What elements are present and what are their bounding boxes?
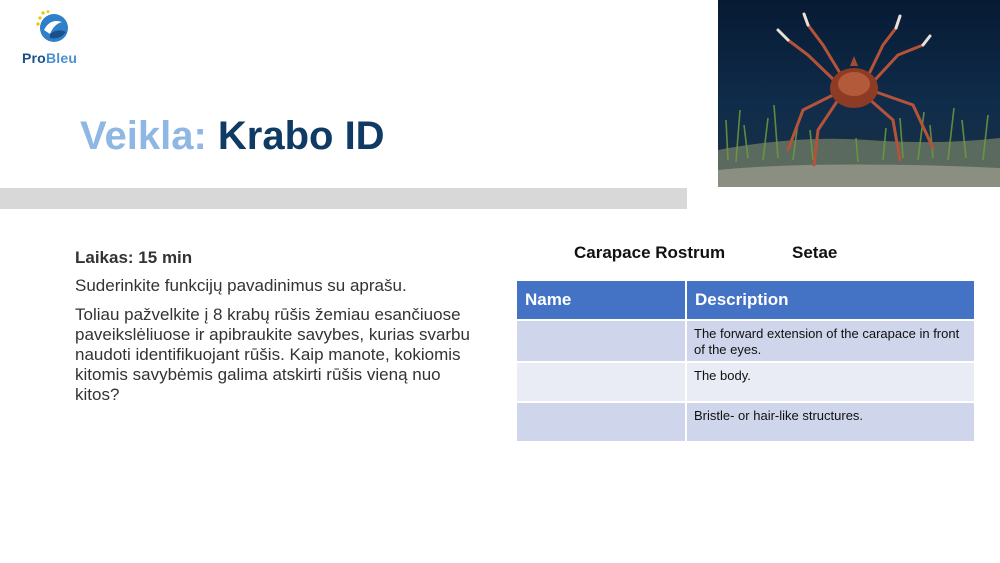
term-setae[interactable]: Setae: [792, 243, 838, 262]
table-row: [517, 320, 975, 362]
description-cell: The forward extension of the carapace in front of the eyes.: [686, 320, 975, 362]
instructions: [75, 248, 470, 414]
description-cell: Bristle- or hair-like structures.: [686, 402, 975, 442]
name-cell[interactable]: [517, 402, 686, 442]
time-label: Laikas: 15 min: [75, 248, 193, 267]
table-row: [517, 402, 975, 442]
title-main: Krabo ID: [217, 114, 385, 158]
logo-text: ProBleu: [22, 50, 78, 66]
instruction-paragraph-2: Toliau pažvelkite į 8 krabų rūšis žemiau esančiuose paveikslėliuose ir apibraukite savybes, kurias svarbu naudoti identifikuojant rūšis. Kaip manote, kokiomis kitomis savybėmis galima atskirti rūšis vieną nuo kitos?: [75, 305, 470, 404]
table-row: [517, 362, 975, 402]
description-cell: The body.: [686, 362, 975, 402]
header-description: Description: [686, 281, 975, 320]
probleu-logo: [18, 8, 88, 68]
header-name: Name: [517, 281, 686, 320]
table-header-row: [517, 281, 975, 320]
crab-photo: [718, 0, 1000, 187]
name-cell[interactable]: [517, 320, 686, 362]
probleu-logo-icon: [36, 10, 70, 44]
instruction-paragraph-1: Suderinkite funkcijų pavadinimus su aprašu.: [75, 276, 407, 295]
term-carapace-rostrum[interactable]: Carapace Rostrum: [574, 243, 726, 262]
features-table: [517, 281, 976, 443]
divider-band: [0, 188, 687, 209]
title-prefix: Veikla:: [80, 114, 207, 158]
page-title: [80, 114, 385, 159]
name-cell[interactable]: [517, 362, 686, 402]
